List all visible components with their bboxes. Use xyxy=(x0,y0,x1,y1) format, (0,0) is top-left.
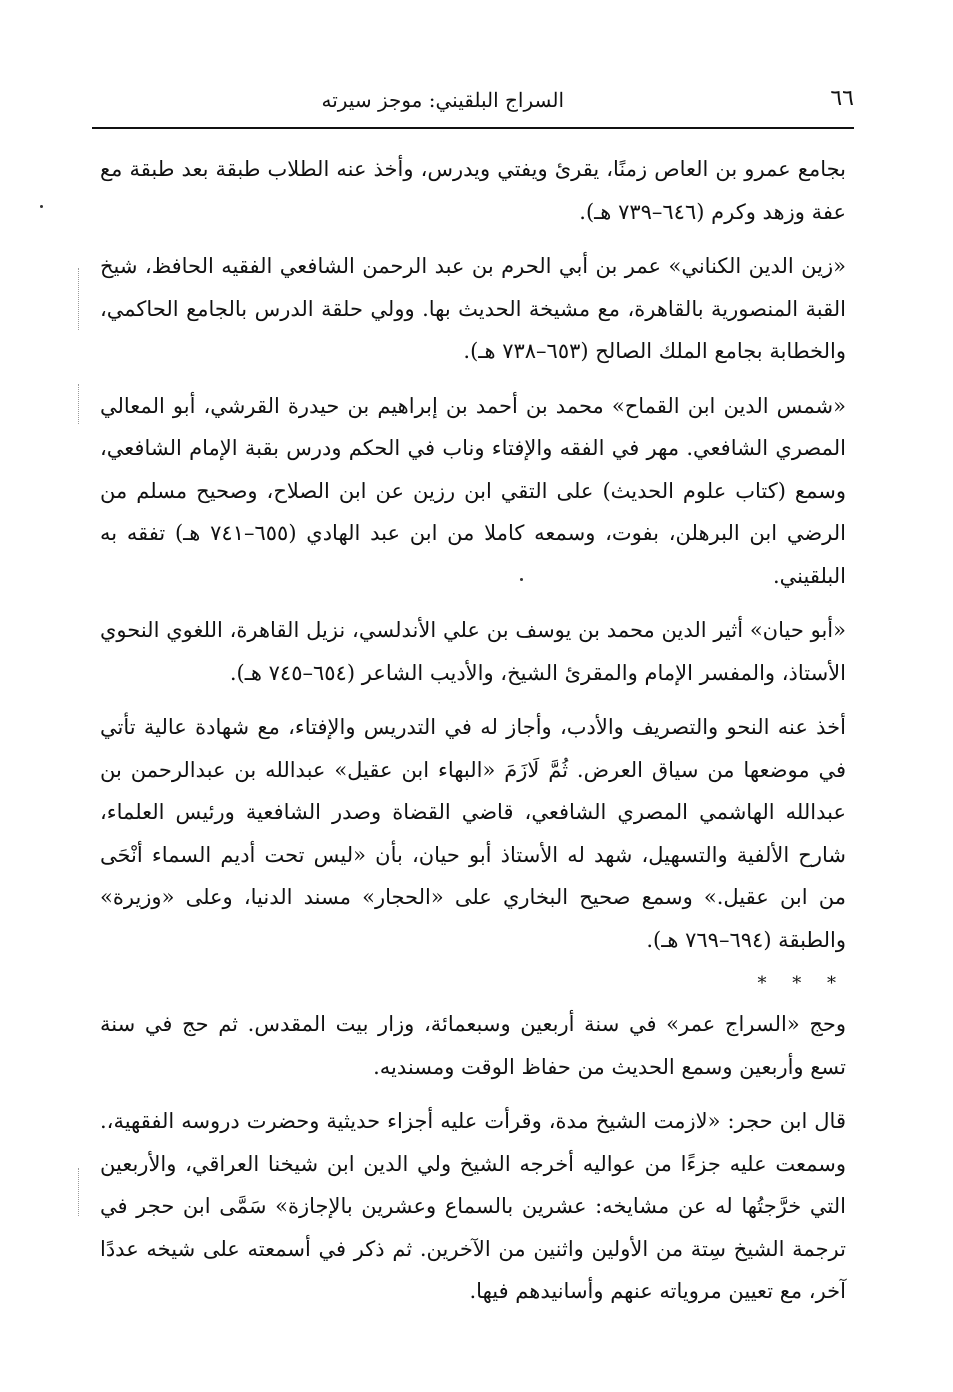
paragraph-ibn-aqil: أخذ عنه النحو والتصريف والأدب، وأجاز له في التدريس والإفتاء، مع شهادة عالية تأتي في موضعها من سياق العرض. ثُمَّ لَازَمَ «البهاء ابن عقيل» عبدالله بن عبدالرحمن بن عبدالله الهاشمي المصري الشافعي، قاضي القضاة وصدر الشافعية ورئيس العلماء، شارح الألفية والتسهيل، شهد له الأستاذ أبو حيان، بأن «ليس تحت أديم السماء أنْحَى من ابن عقيل.» وسمع صحيح البخاري على «الحجار» مسند الدنيا، وعلى «وزيرة» والطبقة (٦٩٤–٧٦٩ هـ). xyxy=(100,715,846,952)
header-rule xyxy=(92,127,854,129)
page-header xyxy=(92,80,854,126)
paragraph-zayn-al-din-al-kinani: «زين الدين الكناني» عمر بن أبي الحرم بن عبد الرحمن الشافعي الفقيه الحافظ، شيخ القبة المنصورية بالقاهرة، مع مشيخة الحديث بها. وولي حلقة الدرس بالجامع الحاكمي، والخطابة بجامع الملك الصالح (٦٥٣–٧٣٨ هـ). xyxy=(100,254,846,363)
margin-mark xyxy=(78,1168,79,1216)
paragraph-shams-al-din-ibn-al-qammah: «شمس الدين ابن القماح» محمد بن أحمد بن إبراهيم بن حيدرة القرشي، أبو المعالي المصري الشافعي. مهر في الفقه والإفتاء وناب في الحكم ودرس بقبة الإمام الشافعي، وسمع (كتاب علوم الحديث) على التقي ابن رزين عن ابن الصلاح، وصحيح مسلم من الرضي ابن البرهلن، بفوت، وسمعه كاملا من ابن عبد الهادي (٦٥٥–٧٤١ هـ) تفقه به البلقيني. xyxy=(100,393,846,588)
margin-mark xyxy=(78,384,79,424)
paragraph-hajj: وحج «السراج عمر» في سنة أربعين وسبعمائة، وزار بيت المقدس. ثم حج في سنة تسع وأربعين وسمع الحديث من حفاظ الوقت ومسنديه. xyxy=(100,1012,846,1079)
running-title: السراج البلقيني: موجز سيرته xyxy=(321,88,564,112)
paragraph-abu-hayyan: «أبو حيان» أثير الدين محمد بن يوسف بن علي الأندلسي، نزيل القاهرة، اللغوي النحوي الأستاذ، والمفسر الإمام والمقرئ الشيخ، والأديب الشاعر (٦٥٤–٧٤٥ هـ). xyxy=(100,618,846,685)
scan-speck xyxy=(40,205,43,208)
paragraph-amr-ibn-al-as: بجامع عمرو بن العاص زمنًا، يقرئ ويفتي ويدرس، وأخذ عنه الطلاب طبقة بعد طبقة مع عفة وزهد وكرم (٦٤٦–٧٣٩ هـ). xyxy=(100,157,846,224)
margin-mark xyxy=(78,268,79,330)
section-separator: * * * xyxy=(757,973,846,994)
body-text xyxy=(100,148,846,1325)
page-number: ٦٦ xyxy=(830,86,854,111)
paragraph-ibn-hajar: قال ابن حجر: «لازمت الشيخ مدة، وقرأت عليه أجزاء حديثية وحضرت دروسه الفقهية،. وسمعت عليه جزءًا من عواليه أخرجه الشيخ ولي الدين ابن شيخنا العراقي، والأربعين التي خرَّجتُها له عن مشايخه: عشرين بالسماع وعشرين بالإجازة» سَمَّى ابن حجر في ترجمة الشيخ سِتة من الأولين واثنين من الآخرين. ثم ذكر في أسمعته على شيخه عددًا آخر، مع تعيين مروياته عنهم وأسانيدهم فيها. xyxy=(100,1109,846,1303)
